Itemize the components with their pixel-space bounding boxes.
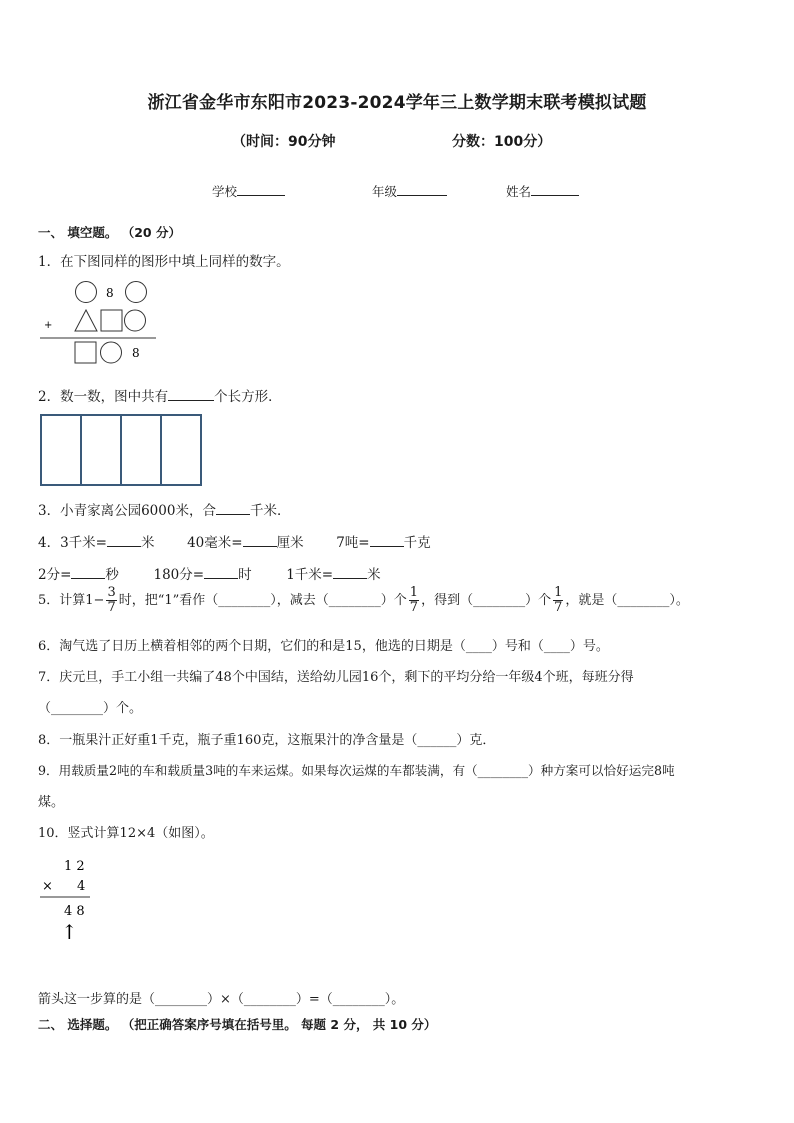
exam-score: 分数：100分）	[452, 134, 552, 150]
answer-blank[interactable]	[107, 534, 141, 547]
fraction-denominator: 7	[554, 600, 563, 615]
question-3	[38, 499, 290, 519]
q4-part-c: 7吨=	[336, 535, 370, 551]
q4-part-b-unit: 厘米	[276, 535, 304, 551]
fraction-1-7	[409, 586, 419, 615]
q5-text-4: ，就是（________）。	[565, 593, 689, 608]
q4-part-f-unit: 米	[367, 567, 381, 583]
fraction-denominator: 7	[409, 600, 419, 615]
answer-blank[interactable]	[333, 566, 367, 579]
fraction-3-7	[106, 586, 116, 615]
triangle-shape	[75, 310, 97, 331]
q4-part-e-unit: 时	[238, 567, 252, 583]
q4-part-c-unit: 千克	[403, 535, 431, 551]
grade-field	[372, 182, 447, 200]
school-label: 学校	[212, 184, 238, 199]
q4-part-a-unit: 米	[141, 535, 155, 551]
question-4-row-2	[38, 563, 381, 583]
q4-part-e: 180分=	[153, 567, 205, 583]
plus-sign: +	[44, 320, 53, 331]
section-1-title: 一、 填空题。 （20 分）	[38, 225, 181, 240]
question-1: 1．在下图同样的图形中填上同样的数字。	[38, 254, 290, 270]
question-8: 8．一瓶果汁正好重1千克，瓶子重160克，这瓶果汁的净含量是（______）克．	[38, 733, 496, 748]
answer-blank[interactable]	[243, 534, 277, 547]
fraction-denominator: 7	[107, 600, 116, 615]
answer-blank[interactable]	[71, 566, 105, 579]
question-10-answer: 箭头这一步算的是（________）×（________）=（________）。	[38, 992, 405, 1007]
question-5	[38, 586, 689, 615]
question-3-text: 3．小青家离公园6000米，合	[38, 503, 216, 519]
question-7-line-2: （________）个。	[38, 701, 143, 716]
q4-part-d: 2分=	[38, 567, 72, 583]
question-10: 10．竖式计算12×4（如图）。	[38, 826, 214, 841]
grade-label: 年级	[372, 184, 398, 199]
q5-text-1: 5．计算1−	[38, 593, 105, 608]
q4-part-f: 1千米=	[286, 567, 334, 583]
question-4-row-1	[38, 531, 431, 551]
multiplicand: 1 2	[64, 859, 85, 874]
question-9-line-2: 煤。	[38, 795, 65, 810]
fraction-numerator: 1	[554, 585, 563, 600]
question-2-text: 2．数一数，图中共有	[38, 389, 169, 405]
fraction-numerator: 1	[409, 585, 419, 600]
row3-digit: 8	[132, 346, 140, 360]
q5-text-2: 时，把“1”看作（________），减去（________）个	[118, 593, 407, 608]
page-title: 浙江省金华市东阳市2023-2024学年三上数学期末联考模拟试题	[147, 93, 647, 113]
question-3-text-end: 千米．	[249, 503, 291, 519]
q4-part-d-unit: 秒	[105, 567, 119, 583]
circle-shape	[101, 342, 122, 363]
question-9-line-1: 9．用载质量2吨的车和载质量3吨的车来运煤。如果每次运煤的车都装满，有（________）种方案可以恰好运完8吨	[38, 763, 675, 778]
fraction-1-7	[553, 586, 563, 615]
question-2-text-end: 个长方形．	[214, 389, 282, 405]
school-field	[212, 182, 285, 200]
circle-shape	[125, 310, 146, 331]
fraction-numerator: 3	[107, 585, 116, 600]
product-result: 4 8	[64, 904, 85, 919]
arrow-up-icon: ↑	[61, 920, 78, 944]
square-shape	[101, 310, 122, 331]
q4-part-b: 40毫米=	[187, 535, 243, 551]
q5-text-3: ，得到（________）个	[421, 593, 552, 608]
answer-blank[interactable]	[370, 534, 404, 547]
answer-blank[interactable]	[168, 388, 214, 401]
answer-blank[interactable]	[216, 502, 250, 515]
vertical-multiplication	[38, 852, 108, 947]
exam-time: （时间：90分钟	[232, 134, 336, 150]
question-2	[38, 385, 282, 405]
shape-addition-figure	[38, 280, 163, 368]
answer-blank[interactable]	[204, 566, 238, 579]
question-7-line-1: 7．庆元旦，手工小组一共编了48个中国结，送给幼儿园16个，剩下的平均分给一年级4个班，每班分得	[38, 670, 634, 685]
grade-blank[interactable]	[397, 183, 447, 196]
multiplier: 4	[77, 879, 86, 894]
rectangle-figure	[40, 414, 203, 488]
name-label: 姓名	[506, 184, 532, 199]
name-field	[506, 182, 579, 200]
times-sign: ×	[42, 879, 53, 894]
circle-shape	[126, 282, 147, 303]
row1-digit: 8	[106, 286, 114, 300]
question-6: 6．淘气选了日历上横着相邻的两个日期，它们的和是15，他选的日期是（____）号和（____）号。	[38, 639, 609, 654]
school-blank[interactable]	[237, 183, 285, 196]
square-shape	[75, 342, 96, 363]
section-2-title: 二、 选择题。 （把正确答案序号填在括号里。 每题 2 分， 共 10 分）	[38, 1017, 437, 1032]
name-blank[interactable]	[531, 183, 579, 196]
q4-part-a: 4．3千米=	[38, 535, 107, 551]
circle-shape	[76, 282, 97, 303]
